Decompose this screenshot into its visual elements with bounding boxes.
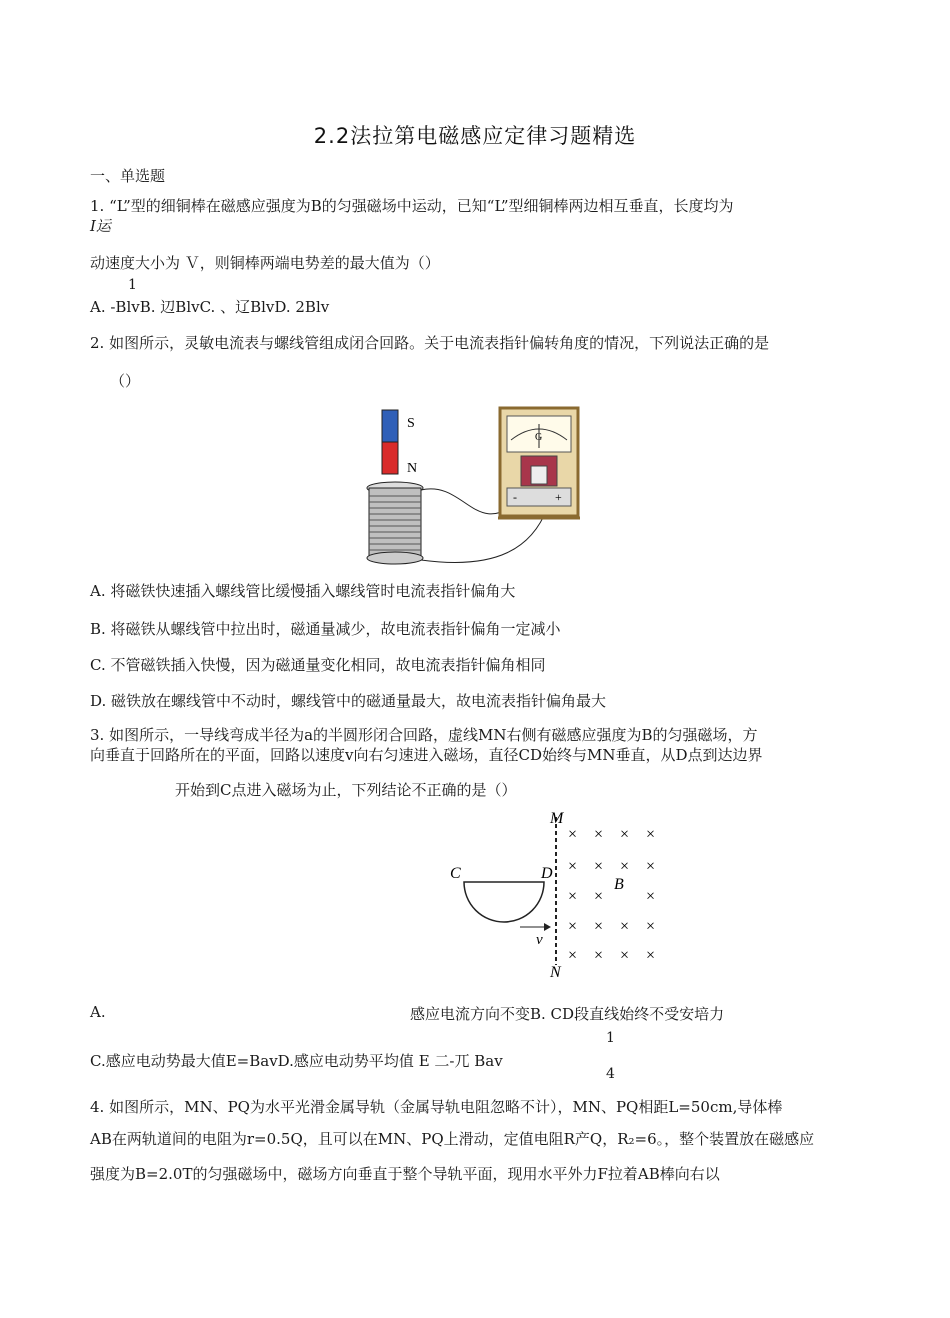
- label-d: D: [541, 865, 553, 882]
- svg-text:×: ×: [594, 888, 604, 905]
- q1-stem-line1: 1. “L”型的细铜棒在磁感应强度为B的匀强磁场中运动，已知“L”型细铜棒两边相互垂直，长度均为: [90, 197, 734, 215]
- svg-text:×: ×: [646, 947, 656, 964]
- q4-stem-line2: AB在两轨道间的电阻为r=0.5Q，且可以在MN、PQ上滑动，定值电阻R产Q，R₂=6。，整个装置放在磁感应: [90, 1130, 815, 1148]
- magnet-north-pole: [382, 442, 398, 474]
- svg-text:×: ×: [568, 826, 578, 843]
- q2-option-a: A. 将磁铁快速插入螺线管比缓慢插入螺线管时电流表指针偏角大: [90, 582, 516, 600]
- section-heading: 一、单选题: [90, 167, 166, 185]
- svg-text:×: ×: [646, 888, 656, 905]
- q3-option-a-b: 感应电流方向不变B. CD段直线始终不受安培力: [410, 1005, 725, 1023]
- magnet-south-pole: [382, 410, 398, 442]
- svg-text:×: ×: [568, 947, 578, 964]
- semicircle-loop: [464, 882, 544, 922]
- q3-figure-semicircle-field: [440, 805, 680, 985]
- label-v: v: [536, 932, 543, 948]
- svg-text:×: ×: [646, 918, 656, 935]
- galvanometer-g-label: G: [535, 432, 543, 443]
- label-n: N: [550, 964, 561, 981]
- svg-text:×: ×: [594, 858, 604, 875]
- q2-option-b: B. 将磁铁从螺线管中拉出时，磁通量减少，故电流表指针偏角一定减小: [90, 620, 561, 638]
- q3-fraction-numerator: 1: [606, 1030, 615, 1046]
- q2-figure-coil-galvanometer: [355, 400, 595, 570]
- svg-text:×: ×: [620, 858, 630, 875]
- page-title: 2.2法拉第电磁感应定律习题精选: [313, 124, 637, 148]
- q4-stem-line1: 4. 如图所示，MN、PQ为水平光滑金属导轨（金属导轨电阻忽略不计），MN、PQ相距L=50cm,导体棒: [90, 1098, 783, 1116]
- terminal-plus-label: +: [555, 490, 562, 504]
- svg-text:×: ×: [620, 826, 630, 843]
- q3-option-a-label: A.: [90, 1003, 106, 1021]
- q2-stem-line2: （）: [110, 372, 141, 390]
- q1-options: A. -BlvB. 辺BlvC. 、辽BlvD. 2Blv: [90, 298, 330, 316]
- q3-option-c-d: C.感应电动势最大值E=BavD.感应电动势平均值 E 二-兀 Bav: [90, 1052, 503, 1070]
- q4-stem-line3: 强度为B=2.0T的匀强磁场中，磁场方向垂直于整个导轨平面，现用水平外力F拉着AB棒向右以: [90, 1165, 720, 1183]
- galvanometer: [498, 408, 580, 518]
- q1-fraction-numerator: 1: [128, 277, 137, 293]
- terminal-minus-label: -: [513, 490, 517, 504]
- svg-text:×: ×: [620, 947, 630, 964]
- svg-text:×: ×: [646, 826, 656, 843]
- svg-text:×: ×: [568, 918, 578, 935]
- magnet-n-label: N: [407, 461, 418, 476]
- q3-stem-line3: 开始到C点进入磁场为止，下列结论不正确的是（）: [175, 781, 517, 799]
- q3-fraction-denominator: 4: [606, 1066, 615, 1082]
- label-c: C: [450, 865, 461, 882]
- q2-option-d: D. 磁铁放在螺线管中不动时，螺线管中的磁通量最大，故电流表指针偏角最大: [90, 692, 607, 710]
- label-b: B: [614, 876, 624, 893]
- solenoid-coil: [367, 482, 423, 564]
- magnetic-field-crosses: [568, 826, 655, 964]
- q1-stem-line2: 动速度大小为 Ｖ，则铜棒两端电势差的最大值为（）: [90, 254, 440, 272]
- svg-text:×: ×: [568, 858, 578, 875]
- q3-stem-line2: 向垂直于回路所在的平面，回路以速度v向右匀速进入磁场，直径CD始终与MN垂直，从D点到达边界: [90, 746, 763, 764]
- q2-option-c: C. 不管磁铁插入快慢，因为磁通量变化相同，故电流表指针偏角相同: [90, 656, 546, 674]
- svg-text:×: ×: [620, 918, 630, 935]
- svg-text:×: ×: [594, 826, 604, 843]
- q2-stem-line1: 2. 如图所示，灵敏电流表与螺线管组成闭合回路。关于电流表指针偏转角度的情况，下列说法正确的是: [90, 334, 770, 352]
- svg-text:×: ×: [568, 888, 578, 905]
- svg-text:×: ×: [594, 918, 604, 935]
- svg-text:×: ×: [594, 947, 604, 964]
- svg-text:×: ×: [646, 858, 656, 875]
- magnet-s-label: S: [407, 416, 415, 431]
- q3-stem-line1: 3. 如图所示，一导线弯成半径为a的半圆形闭合回路，虚线MN右侧有磁感应强度为B的匀强磁场，方: [90, 726, 758, 744]
- q1-stem-line1b: I运: [90, 217, 111, 235]
- label-m: M: [550, 810, 564, 827]
- velocity-arrowhead: [544, 923, 551, 931]
